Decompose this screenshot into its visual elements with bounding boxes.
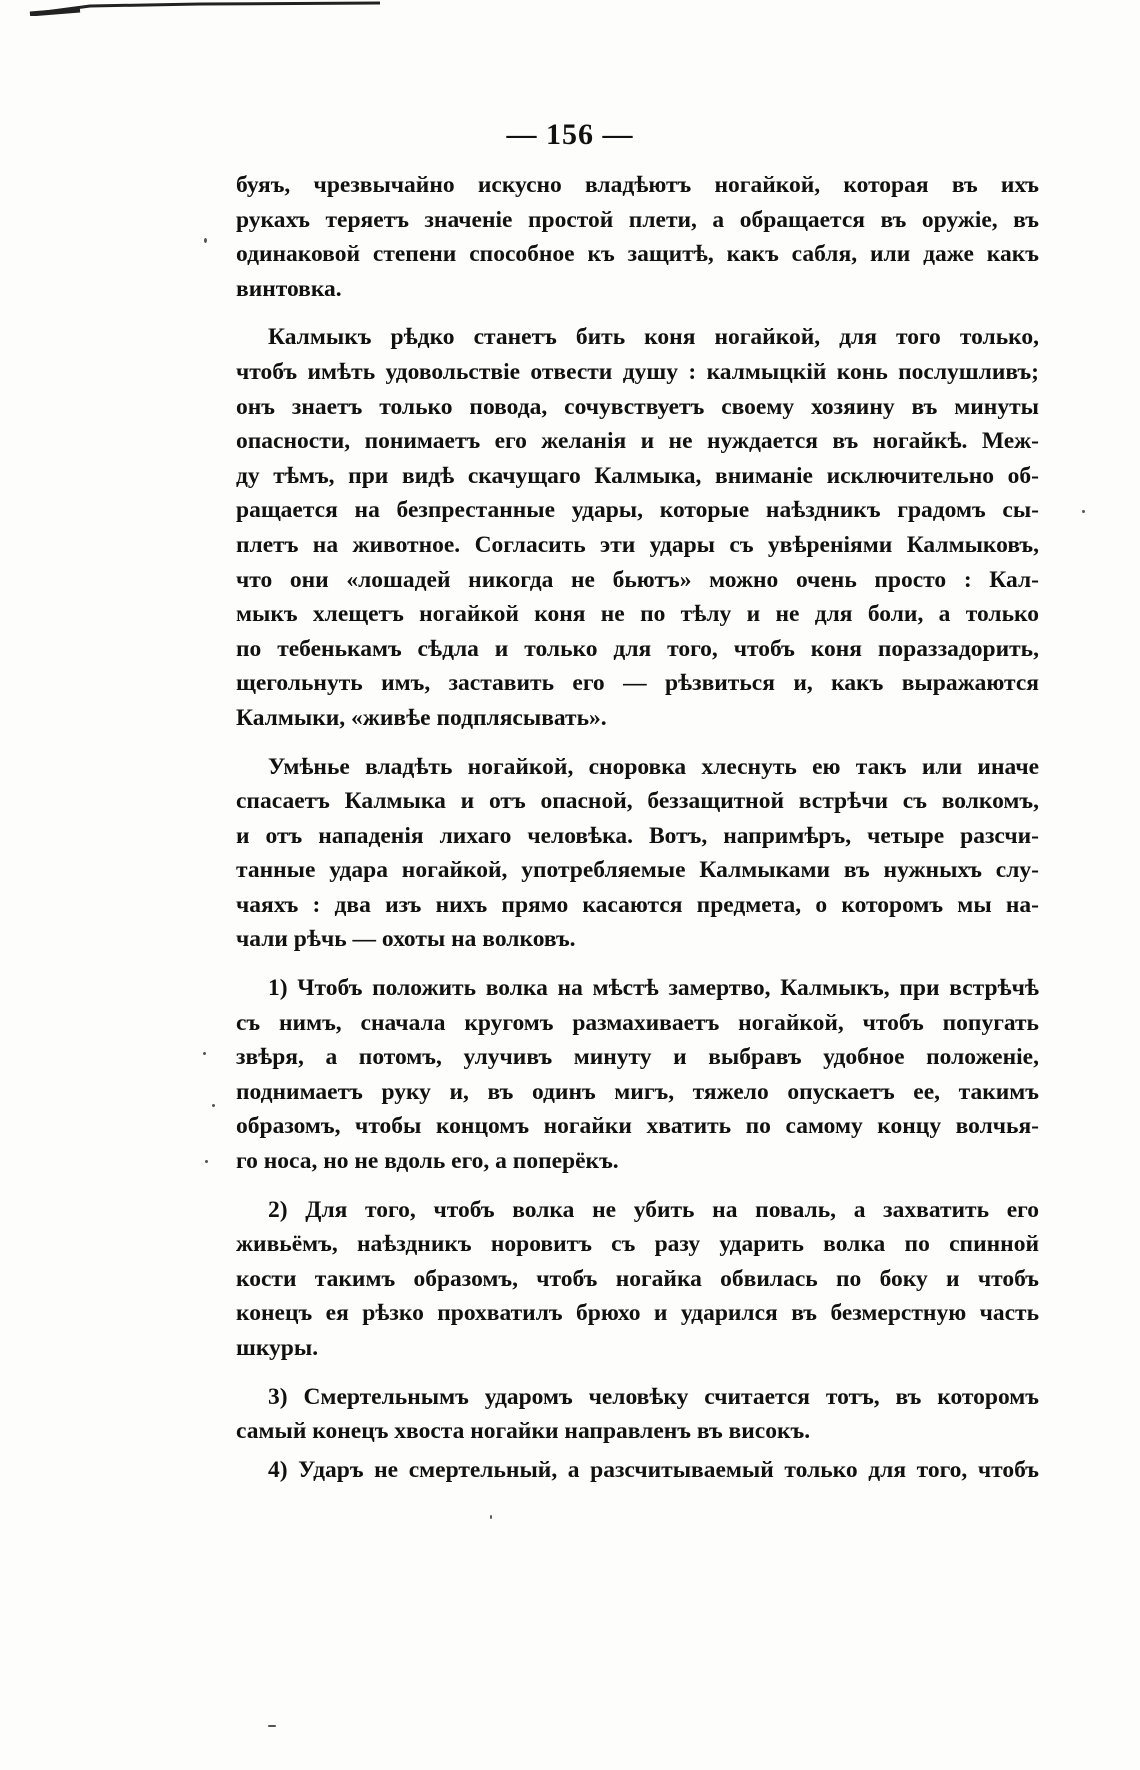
paragraph-4: [236, 971, 1039, 1179]
text-line: онъ знаетъ только повода, сочувствуетъ своему хозяину въ минуты: [236, 393, 1039, 420]
text-line: образомъ, чтобы концомъ ногайки хватить по самому концу волчья-: [236, 1113, 1039, 1140]
text-line: самый конецъ хвоста ногайки направленъ въ високъ.: [236, 1418, 811, 1445]
paragraph-7: [236, 1453, 1039, 1488]
text-line: шкуры.: [236, 1335, 319, 1361]
text-line: 1) Чтобъ положить волка на мѣстѣ замертво, Калмыкъ, при встрѣчѣ: [268, 975, 1039, 1002]
text-line: рукахъ теряетъ значеніе простой плети, а обращается въ оружіе, въ: [236, 206, 1039, 233]
text-line: 3) Смертельнымъ ударомъ человѣку считается тотъ, въ которомъ: [268, 1383, 1039, 1410]
text-line: винтовка.: [236, 275, 342, 302]
text-line: 2) Для того, чтобъ волка не убить на поваль, а захватить его: [268, 1196, 1039, 1223]
text-line: танные удара ногайкой, употребляемые Калмыками въ нужныхъ слу-: [236, 857, 1039, 884]
paragraph-5: [236, 1193, 1039, 1366]
text-line: плетъ на животное. Согласить эти удары съ увѣреніями Калмыковъ,: [236, 531, 1039, 558]
scan-speck: [203, 1052, 206, 1055]
text-line: Калмыкъ рѣдко станетъ бить коня ногайкой, для того только,: [268, 324, 1039, 351]
text-line: что они «лошадей никогда не бьютъ» можно очень просто : Кал-: [236, 566, 1039, 593]
scan-speck: [205, 1160, 208, 1163]
scan-edge-mark: [0, 0, 400, 16]
text-line: спасаетъ Калмыка и отъ опасной, беззащитной встрѣчи съ волкомъ,: [236, 788, 1039, 815]
paragraph-2: [236, 320, 1039, 735]
text-line: Калмыки, «живѣе подплясывать».: [236, 704, 607, 731]
text-line: буяъ, чрезвычайно искусно владѣютъ ногайкой, которая въ ихъ: [236, 172, 1039, 198]
text-line: го носа, но не вдоль его, а поперёкъ.: [236, 1148, 619, 1175]
text-line: конецъ ея рѣзко прохватилъ брюхо и ударился въ безмерстную часть: [236, 1300, 1039, 1327]
text-line: съ нимъ, сначала кругомъ размахиваетъ ногайкой, чтобъ попугать: [236, 1009, 1039, 1036]
text-line: чтобъ имѣть удовольствіе отвести душу : калмыцкій конь послушливъ;: [236, 358, 1039, 385]
text-line: одинаковой степени способное къ защитѣ, какъ сабля, или даже какъ: [236, 241, 1039, 268]
text-line: и отъ нападенія лихаго человѣка. Вотъ, напримѣръ, четыре разсчи-: [236, 822, 1039, 849]
text-line: мыкъ хлещетъ ногайкой коня не по тѣлу и не для боли, а только: [236, 601, 1039, 628]
scan-speck: [204, 238, 207, 243]
scan-speck: [268, 1725, 276, 1727]
paragraph-3: [236, 750, 1039, 958]
text-line: живьёмъ, наѣздникъ норовитъ съ разу ударить волка по спинной: [236, 1231, 1039, 1258]
body-text: [236, 168, 1039, 1487]
text-line: чаяхъ : два изъ нихъ прямо касаются предмета, о которомъ мы на-: [236, 891, 1039, 918]
text-line: Умѣнье владѣть ногайкой, сноровка хлеснуть ею такъ или иначе: [268, 753, 1039, 780]
text-line: опасности, понимаетъ его желанія и не нуждается въ ногайкѣ. Меж-: [236, 428, 1039, 455]
paragraph-6: [236, 1380, 1039, 1449]
text-line: ращается на безпрестанные удары, которые наѣздникъ градомъ сы-: [236, 497, 1039, 524]
text-line: звѣря, а потомъ, улучивъ минуту и выбравъ удобное положеніе,: [236, 1044, 1039, 1071]
text-line: кости такимъ образомъ, чтобъ ногайка обвилась по боку и чтобъ: [236, 1265, 1039, 1292]
text-line: по тебенькамъ сѣдла и только для того, чтобъ коня пораззадорить,: [236, 635, 1039, 662]
page-number: — 156 —: [506, 118, 634, 151]
scan-speck: [212, 1104, 215, 1107]
text-line: щегольнуть имъ, заставить его — рѣзвиться и, какъ выражаются: [236, 670, 1039, 697]
text-line: 4) Ударъ не смертельный, а разсчитываемый только для того, чтобъ: [268, 1456, 1039, 1483]
scan-speck: [1082, 510, 1085, 513]
paragraph-1: [236, 168, 1039, 306]
text-line: ду тѣмъ, при видѣ скачущаго Калмыка, вниманіе исключительно об-: [236, 462, 1039, 489]
scan-speck: [490, 1515, 492, 1519]
text-line: чали рѣчь — охоты на волковъ.: [236, 926, 576, 953]
text-line: поднимаетъ руку и, въ одинъ мигъ, тяжело опускаетъ ее, такимъ: [236, 1078, 1039, 1105]
